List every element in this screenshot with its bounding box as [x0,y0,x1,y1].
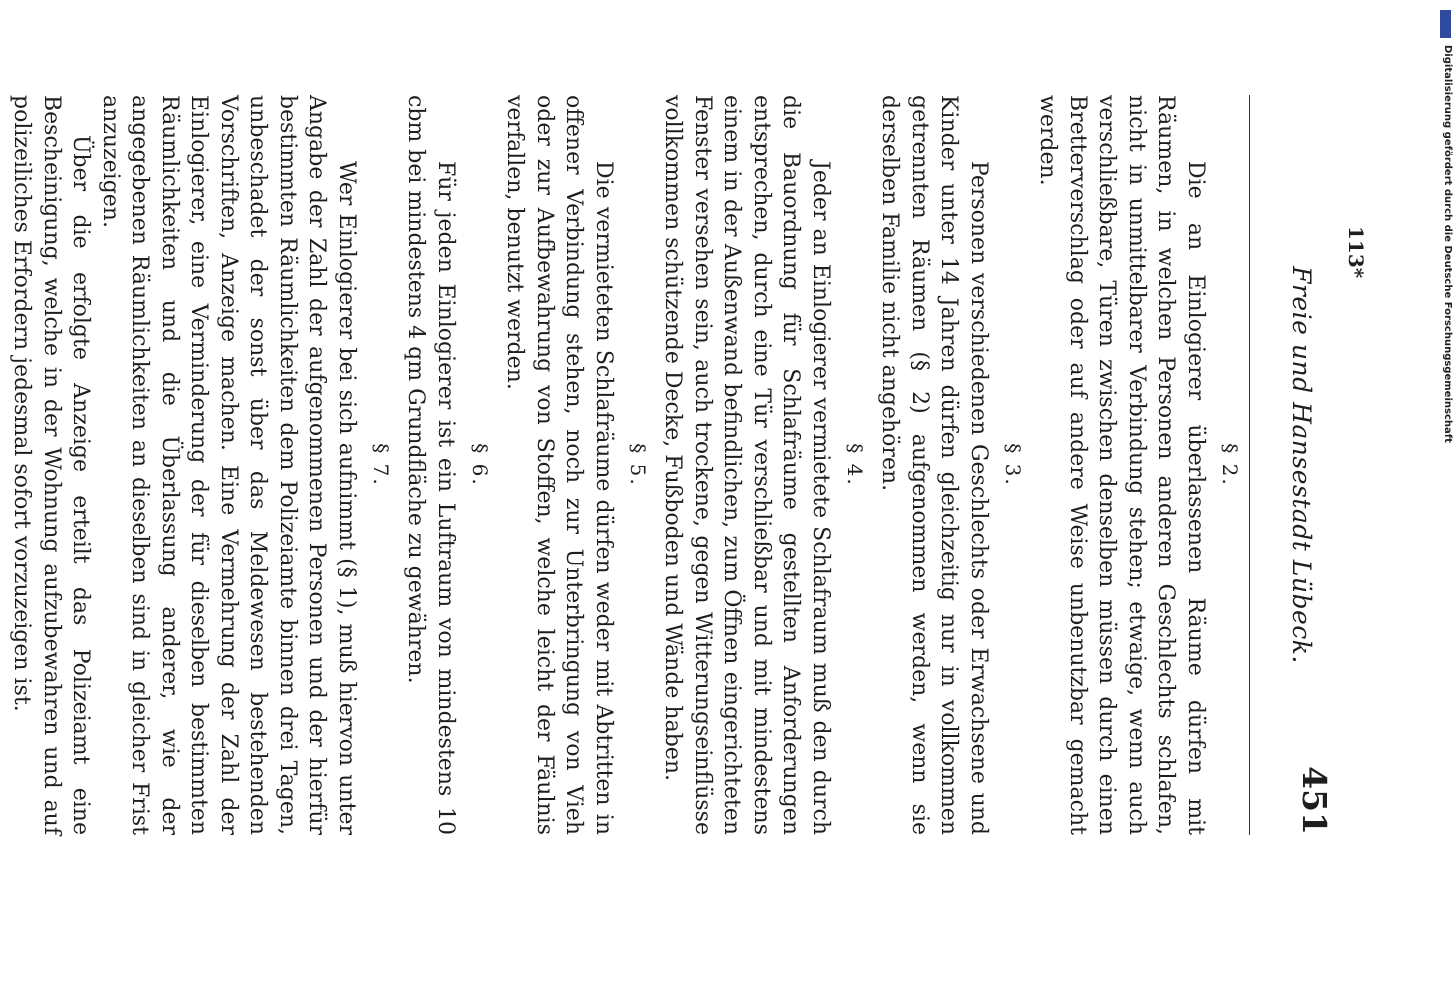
section-text: Die vermieteten Schlafräume dürfen weder mit Abtritten in offener Verbindung stehen, noch zur Unterbringung von Vieh oder zur Aufbewahrung von Stoffen, welche leicht der Fäulnis verfallen, benutzt werden. [502,95,616,835]
section-heading: § 3. [1001,443,1025,487]
section-heading [0,95,7,835]
scanned-page [9,80,1334,920]
page-header [1249,95,1334,835]
section-5 [500,95,658,835]
section-text: Jeder an Einlogierer vermietete Schlafraum muß den durch die Bauordnung für Schlafräume gestellten Anforderungen entsprechen, durch eine Tür verschließbar und mit mindestens einem in der Außenwand befindlichen, zum Öffnen eingerichteten Fenster versehen sein, auch trockene, gegen Witterungseinflüsse vollkommen schützende Decke, Fußboden und Wände haben. [660,95,833,835]
section-text: Wer Einlogierer bei sich aufnimmt (§ 1), muß hiervon unter Angabe der Zahl der aufgenommenen Personen und der hierfür bestimmten Räumlichkeiten dem Polizeiamte binnen drei Tagen, unbeschadet der sonst über das Meldewesen bestehenden Vorschriften, Anzeige machen. Eine Vermehrung der Zahl der Einlogierer, eine Verminderung der für dieselben bestimmten Räumlichkeiten und die Überlassung anderer, wie der angegebenen Räumlichkeiten an dieselben sind in gleicher Frist anzuzeigen. [98,95,359,835]
section-heading: § 5. [626,443,650,487]
sheet-number-text: 113* [1344,226,1368,279]
section-4 [658,95,875,835]
dfg-logo [1440,10,1451,38]
section-heading: § 2. [1218,443,1242,487]
section-heading: § 6. [468,443,492,487]
page-number: 451 [1295,766,1334,835]
dfg-stamp-text: Digitalisierung gefördert durch die Deutsche Forschungsgemeinschaft [1442,45,1453,443]
section-7 [7,95,401,835]
section-text: Für jeden Einlogierer ist ein Luftraum von mindestens 10 cbm bei mindestens 4 qm Grundfläche zu gewähren. [403,95,458,835]
running-title: Freie und Hansestadt Lübeck. [1287,266,1316,664]
section-heading: § 7. [369,443,393,487]
ordinance-body [0,95,1250,835]
section-heading: § 4. [843,443,867,487]
section-text: Die an Einlogierer überlassenen Räume dürfen mit Räumen, in welchen Personen anderen Geschlechts schlafen, nicht in unmittelbarer Verbindung stehen; etwaige, wenn auch verschließbare, Türen zwischen denselben müssen durch einen Bretterverschlag oder auf andere Weise unbenutzbar gemacht werden. [1035,95,1208,835]
sheet-number [1340,226,1368,286]
section-6 [401,95,500,835]
section-text: Personen verschiedenen Geschlechts oder Erwachsene und Kinder unter 14 Jahren dürfen gleichzeitig nur in vollkommen getrennten Räumen (§ 2) aufgenommen werden, wenn sie derselben Familie nicht angehören. [877,95,991,835]
section-8 [0,95,7,835]
section-3 [875,95,1033,835]
section-2 [1033,95,1250,835]
section-text-continued: Über die erfolgte Anzeige erteilt das Polizeiamt eine Bescheinigung, welche in der Wohnung aufzubewahren und auf polizeiliches Erfordern jedesmal sofort vorzuzeigen ist. [9,95,94,835]
